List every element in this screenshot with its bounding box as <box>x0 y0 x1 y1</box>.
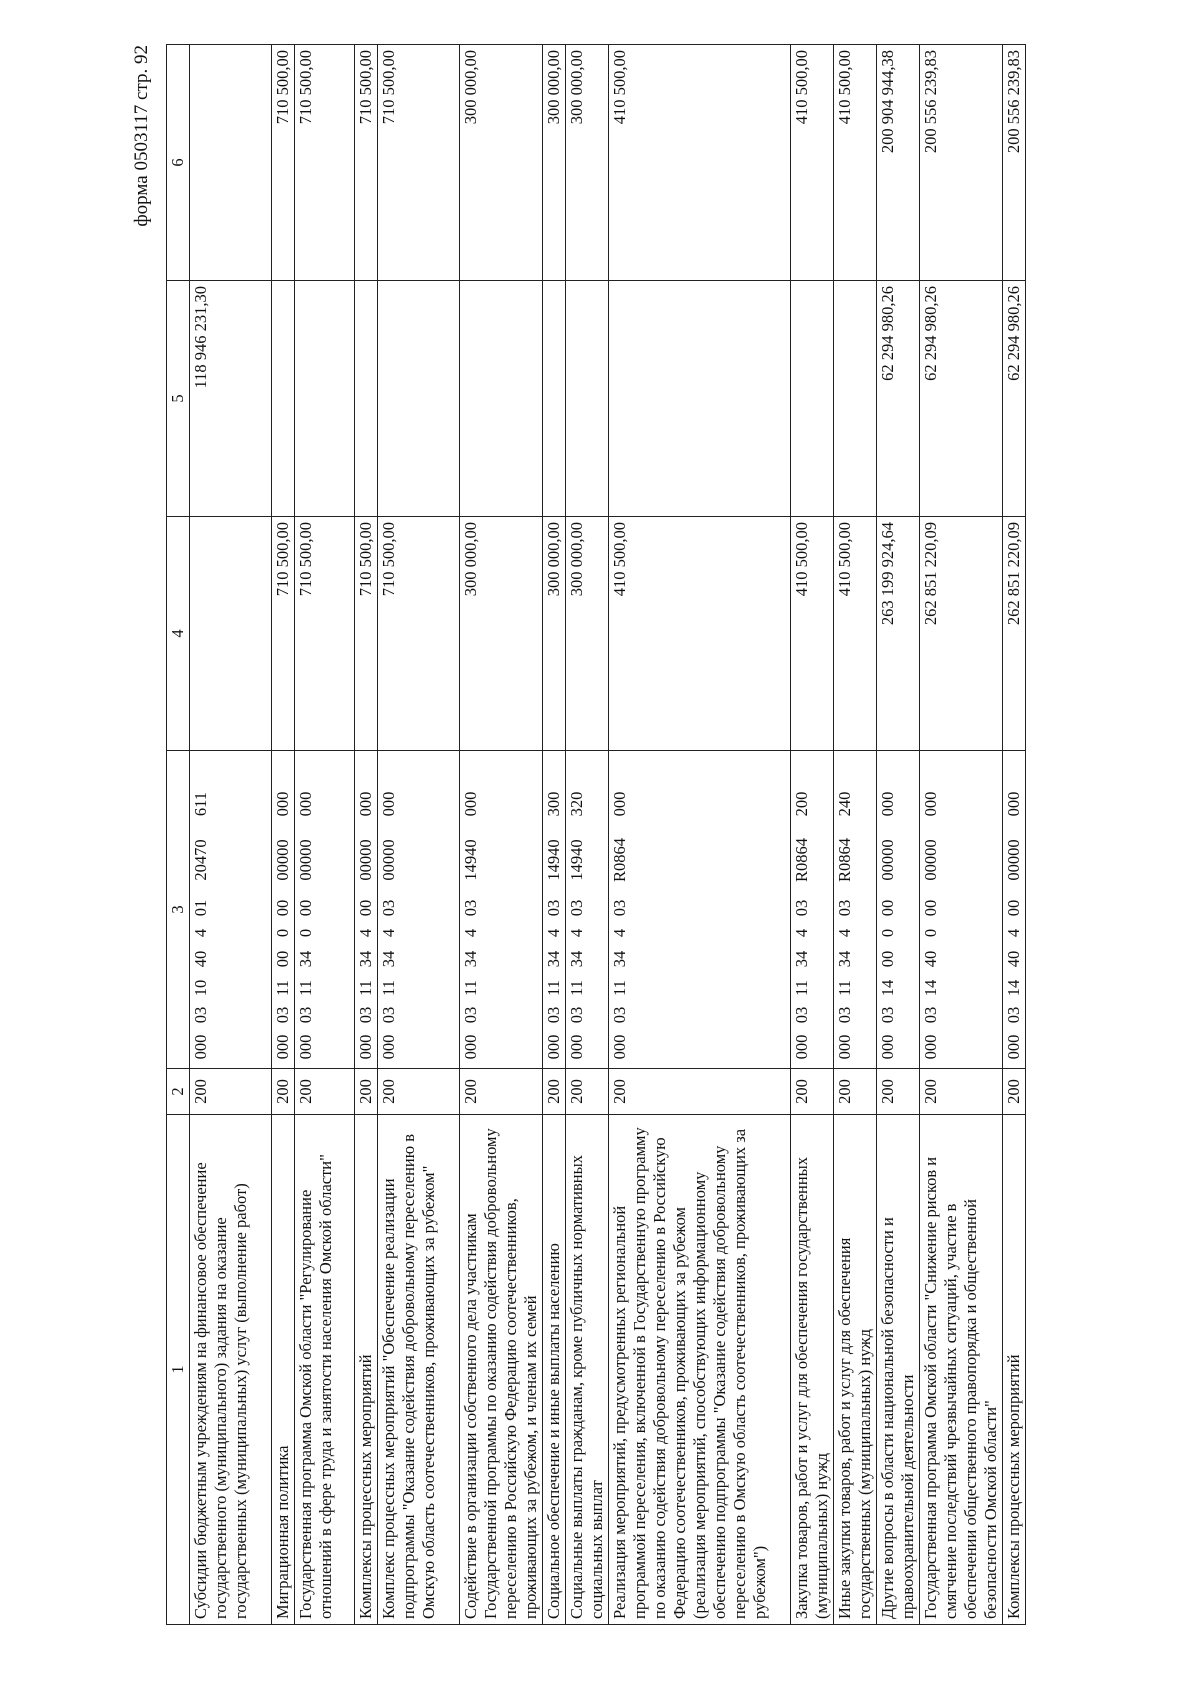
row-line-code: 200 <box>1003 1069 1026 1115</box>
code-segment: 03 <box>792 899 811 917</box>
code-segment: 00000 <box>296 839 315 881</box>
row-budget-code <box>460 751 543 1069</box>
code-segment: 03 <box>610 899 629 917</box>
code-segment: 40 <box>1004 950 1023 968</box>
row-budget-code <box>920 751 1003 1069</box>
code-segment: 34 <box>296 950 315 968</box>
header-col-6: 6 <box>167 45 190 281</box>
table-row <box>190 45 272 1625</box>
code-segment: 000 <box>379 791 398 817</box>
code-segment: 000 <box>461 791 480 817</box>
code-segment: 03 <box>835 899 854 917</box>
row-unexecuted: 200 904 944,38 <box>877 45 920 281</box>
code-segment: 34 <box>461 950 480 968</box>
row-approved: 410 500,00 <box>791 517 834 751</box>
row-approved: 710 500,00 <box>378 517 460 751</box>
row-budget-code <box>877 751 920 1069</box>
code-segment: 34 <box>567 950 586 968</box>
code-segment: 03 <box>567 1006 586 1024</box>
code-segment: 300 <box>544 791 563 817</box>
code-segment: 11 <box>544 980 563 996</box>
code-segment: 4 <box>567 928 586 938</box>
row-name: Социальные выплаты гражданам, кроме публичных нормативных социальных выплат <box>566 1115 609 1625</box>
code-segment: 11 <box>273 980 292 996</box>
code-segment: 4 <box>792 928 811 938</box>
row-budget-code <box>566 751 609 1069</box>
code-segment: 000 <box>273 1034 292 1060</box>
row-executed <box>609 281 791 517</box>
code-segment: 03 <box>878 1006 897 1024</box>
code-segment: 03 <box>1004 1006 1023 1024</box>
header-col-3: 3 <box>167 751 190 1069</box>
code-segment: 11 <box>835 980 854 996</box>
row-approved: 410 500,00 <box>609 517 791 751</box>
table-row <box>791 45 834 1625</box>
row-budget-code <box>543 751 566 1069</box>
row-unexecuted: 710 500,00 <box>355 45 378 281</box>
code-segment: R0864 <box>792 838 811 883</box>
code-segment: 14 <box>921 979 940 997</box>
table-row <box>272 45 295 1625</box>
row-approved: 300 000,00 <box>566 517 609 751</box>
code-segment: 34 <box>544 950 563 968</box>
code-segment: 34 <box>610 950 629 968</box>
code-segment: 00000 <box>878 839 897 881</box>
code-segment: 000 <box>379 1034 398 1060</box>
code-segment: 000 <box>610 791 629 817</box>
table-row <box>566 45 609 1625</box>
code-segment: 03 <box>379 899 398 917</box>
row-approved <box>190 517 272 751</box>
row-unexecuted: 710 500,00 <box>272 45 295 281</box>
row-line-code: 200 <box>791 1069 834 1115</box>
row-approved: 410 500,00 <box>834 517 877 751</box>
code-segment: 11 <box>610 980 629 996</box>
code-segment: 11 <box>792 980 811 996</box>
code-segment: 000 <box>878 1034 897 1060</box>
code-segment: 03 <box>544 1006 563 1024</box>
row-unexecuted: 300 000,00 <box>566 45 609 281</box>
row-unexecuted: 410 500,00 <box>791 45 834 281</box>
row-budget-code <box>791 751 834 1069</box>
row-name: Комплексы процессных мероприятий <box>355 1115 378 1625</box>
code-segment: 000 <box>461 1034 480 1060</box>
code-segment: 4 <box>356 928 375 938</box>
code-segment: 00000 <box>356 839 375 881</box>
code-segment: 40 <box>191 950 210 968</box>
code-segment: 0 <box>296 928 315 938</box>
row-line-code: 200 <box>609 1069 791 1115</box>
row-unexecuted: 710 500,00 <box>378 45 460 281</box>
code-segment: 0 <box>878 928 897 938</box>
row-line-code: 200 <box>355 1069 378 1115</box>
code-segment: 00000 <box>1004 839 1023 881</box>
code-segment: 34 <box>356 950 375 968</box>
code-segment: 03 <box>921 1006 940 1024</box>
code-segment: 00000 <box>921 839 940 881</box>
header-row <box>167 45 190 1625</box>
row-executed <box>543 281 566 517</box>
row-name: Комплексы процессных мероприятий <box>1003 1115 1026 1625</box>
row-name: Закупка товаров, работ и услуг для обеспечения государственных (муниципальных) нужд <box>791 1115 834 1625</box>
code-segment: 03 <box>610 1006 629 1024</box>
code-segment: 320 <box>567 791 586 817</box>
row-budget-code <box>355 751 378 1069</box>
code-segment: 4 <box>835 928 854 938</box>
code-segment: 14 <box>1004 979 1023 997</box>
code-segment: 4 <box>379 928 398 938</box>
row-name: Субсидии бюджетным учреждениям на финансовое обеспечение государственного (муниципального) задания на оказание государственных (муниципальных) услуг (выполнение работ) <box>190 1115 272 1625</box>
row-name: Государственная программа Омской области "Регулирование отношений в сфере труда и занятости населения Омской области" <box>295 1115 355 1625</box>
code-segment: 03 <box>379 1006 398 1024</box>
code-segment: 11 <box>296 980 315 996</box>
code-segment: 4 <box>544 928 563 938</box>
table-row <box>609 45 791 1625</box>
row-unexecuted: 300 000,00 <box>460 45 543 281</box>
code-segment: R0864 <box>835 838 854 883</box>
code-segment: 34 <box>792 950 811 968</box>
row-unexecuted: 410 500,00 <box>609 45 791 281</box>
code-segment: 20470 <box>191 839 210 881</box>
code-segment: 00 <box>356 899 375 917</box>
code-segment: 000 <box>296 791 315 817</box>
row-unexecuted: 200 556 239,83 <box>1003 45 1026 281</box>
row-executed <box>566 281 609 517</box>
code-segment: 0 <box>921 928 940 938</box>
code-segment: 000 <box>610 1034 629 1060</box>
code-segment: 11 <box>567 980 586 996</box>
code-segment: 34 <box>835 950 854 968</box>
code-segment: 03 <box>835 1006 854 1024</box>
row-executed: 62 294 980,26 <box>920 281 1003 517</box>
row-line-code: 200 <box>543 1069 566 1115</box>
code-segment: 01 <box>191 899 210 917</box>
code-segment: 000 <box>296 1034 315 1060</box>
table-row <box>834 45 877 1625</box>
row-executed: 62 294 980,26 <box>1003 281 1026 517</box>
row-executed: 118 946 231,30 <box>190 281 272 517</box>
row-unexecuted: 710 500,00 <box>295 45 355 281</box>
code-segment: 000 <box>567 1034 586 1060</box>
row-budget-code <box>378 751 460 1069</box>
code-segment: 03 <box>296 1006 315 1024</box>
row-unexecuted: 300 000,00 <box>543 45 566 281</box>
row-name: Содействие в организации собственного дела участникам Государственной программы по оказанию содействия добровольному переселению в Российскую Федерацию соотечественников, проживающих за рубежом, и членам их семей <box>460 1115 543 1625</box>
row-name: Государственная программа Омской области "Снижение рисков и смягчение последствий чрезвычайных ситуаций, участие в обеспечении общественного правопорядка и общественной безопасности Омской области" <box>920 1115 1003 1625</box>
row-budget-code <box>190 751 272 1069</box>
row-executed <box>272 281 295 517</box>
code-segment: 000 <box>191 1034 210 1060</box>
row-name: Миграционная политика <box>272 1115 295 1625</box>
row-executed <box>460 281 543 517</box>
row-budget-code <box>295 751 355 1069</box>
code-segment: 11 <box>379 980 398 996</box>
code-segment: 03 <box>544 899 563 917</box>
code-segment: 14940 <box>461 839 480 881</box>
row-budget-code <box>1003 751 1026 1069</box>
row-line-code: 200 <box>378 1069 460 1115</box>
row-executed <box>355 281 378 517</box>
code-segment: 4 <box>610 928 629 938</box>
code-segment: 000 <box>1004 791 1023 817</box>
row-name: Комплекс процессных мероприятий "Обеспечение реализации подпрограммы "Оказание содействия добровольному переселению в Омскую область соотечественников, проживающих за рубежом" <box>378 1115 460 1625</box>
code-segment: 000 <box>835 1034 854 1060</box>
row-approved: 710 500,00 <box>295 517 355 751</box>
code-segment: 10 <box>191 979 210 997</box>
code-segment: 000 <box>878 791 897 817</box>
table-row <box>355 45 378 1625</box>
code-segment: 03 <box>273 1006 292 1024</box>
row-line-code: 200 <box>190 1069 272 1115</box>
table-body <box>190 45 1026 1625</box>
code-segment: 00000 <box>379 839 398 881</box>
code-segment: 00 <box>878 950 897 968</box>
code-segment: 03 <box>567 899 586 917</box>
code-segment: 000 <box>273 791 292 817</box>
row-approved: 710 500,00 <box>355 517 378 751</box>
table-row <box>378 45 460 1625</box>
header-col-5: 5 <box>167 281 190 517</box>
row-name: Реализация мероприятий, предусмотренных региональной программой переселения, включенной в Государственную программу по оказанию содействия добровольному переселению в Российскую Федерацию соотечественников, проживающих за рубежом (реализация мероприятий, способствующих информационному обеспечению подпрограммы "Оказание содействия добровольному переселению в Омскую область соотечественников, проживающих за рубежом") <box>609 1115 791 1625</box>
code-segment: 4 <box>191 928 210 938</box>
row-approved: 300 000,00 <box>460 517 543 751</box>
row-approved: 710 500,00 <box>272 517 295 751</box>
code-segment: 000 <box>544 1034 563 1060</box>
code-segment: 000 <box>921 1034 940 1060</box>
row-approved: 262 851 220,09 <box>1003 517 1026 751</box>
code-segment: 00 <box>273 950 292 968</box>
row-name: Социальное обеспечение и иные выплаты населению <box>543 1115 566 1625</box>
code-segment: 200 <box>792 791 811 817</box>
code-segment: 03 <box>191 1006 210 1024</box>
code-segment: 000 <box>356 1034 375 1060</box>
table-row <box>460 45 543 1625</box>
code-segment: R0864 <box>610 838 629 883</box>
code-segment: 00 <box>1004 899 1023 917</box>
code-segment: 14940 <box>567 839 586 881</box>
code-segment: 40 <box>921 950 940 968</box>
row-name: Другие вопросы в области национальной безопасности и правоохранительной деятельности <box>877 1115 920 1625</box>
code-segment: 14940 <box>544 839 563 881</box>
table-row <box>295 45 355 1625</box>
code-segment: 03 <box>792 1006 811 1024</box>
table-row <box>1003 45 1026 1625</box>
row-line-code: 200 <box>834 1069 877 1115</box>
row-budget-code <box>834 751 877 1069</box>
row-line-code: 200 <box>460 1069 543 1115</box>
row-executed <box>834 281 877 517</box>
row-name: Иные закупки товаров, работ и услуг для обеспечения государственных (муниципальных) нужд <box>834 1115 877 1625</box>
code-segment: 000 <box>356 791 375 817</box>
code-segment: 14 <box>878 979 897 997</box>
code-segment: 03 <box>356 1006 375 1024</box>
code-segment: 03 <box>461 899 480 917</box>
code-segment: 00 <box>878 899 897 917</box>
row-approved: 263 199 924,64 <box>877 517 920 751</box>
row-unexecuted <box>190 45 272 281</box>
header-col-1: 1 <box>167 1115 190 1625</box>
code-segment: 00000 <box>273 839 292 881</box>
code-segment: 4 <box>1004 928 1023 938</box>
table-row <box>543 45 566 1625</box>
row-unexecuted: 200 556 239,83 <box>920 45 1003 281</box>
row-line-code: 200 <box>566 1069 609 1115</box>
row-budget-code <box>272 751 295 1069</box>
row-approved: 300 000,00 <box>543 517 566 751</box>
row-line-code: 200 <box>920 1069 1003 1115</box>
code-segment: 11 <box>356 980 375 996</box>
row-executed <box>295 281 355 517</box>
code-segment: 00 <box>296 899 315 917</box>
table-row <box>877 45 920 1625</box>
code-segment: 34 <box>379 950 398 968</box>
code-segment: 0 <box>273 928 292 938</box>
table-row <box>920 45 1003 1625</box>
header-col-4: 4 <box>167 517 190 751</box>
code-segment: 03 <box>461 1006 480 1024</box>
header-col-2: 2 <box>167 1069 190 1115</box>
code-segment: 4 <box>461 928 480 938</box>
row-line-code: 200 <box>272 1069 295 1115</box>
form-reference: форма 0503117 стр. 92 <box>131 45 152 227</box>
row-budget-code <box>609 751 791 1069</box>
row-approved: 262 851 220,09 <box>920 517 1003 751</box>
code-segment: 240 <box>835 791 854 817</box>
row-line-code: 200 <box>295 1069 355 1115</box>
rotated-page <box>122 45 1082 1625</box>
row-executed <box>791 281 834 517</box>
code-segment: 000 <box>1004 1034 1023 1060</box>
code-segment: 000 <box>921 791 940 817</box>
code-segment: 11 <box>461 980 480 996</box>
row-executed <box>378 281 460 517</box>
code-segment: 00 <box>921 899 940 917</box>
code-segment: 000 <box>792 1034 811 1060</box>
row-line-code: 200 <box>877 1069 920 1115</box>
row-executed: 62 294 980,26 <box>877 281 920 517</box>
row-unexecuted: 410 500,00 <box>834 45 877 281</box>
budget-table <box>166 44 1026 1625</box>
code-segment: 00 <box>273 899 292 917</box>
code-segment: 611 <box>191 791 210 817</box>
